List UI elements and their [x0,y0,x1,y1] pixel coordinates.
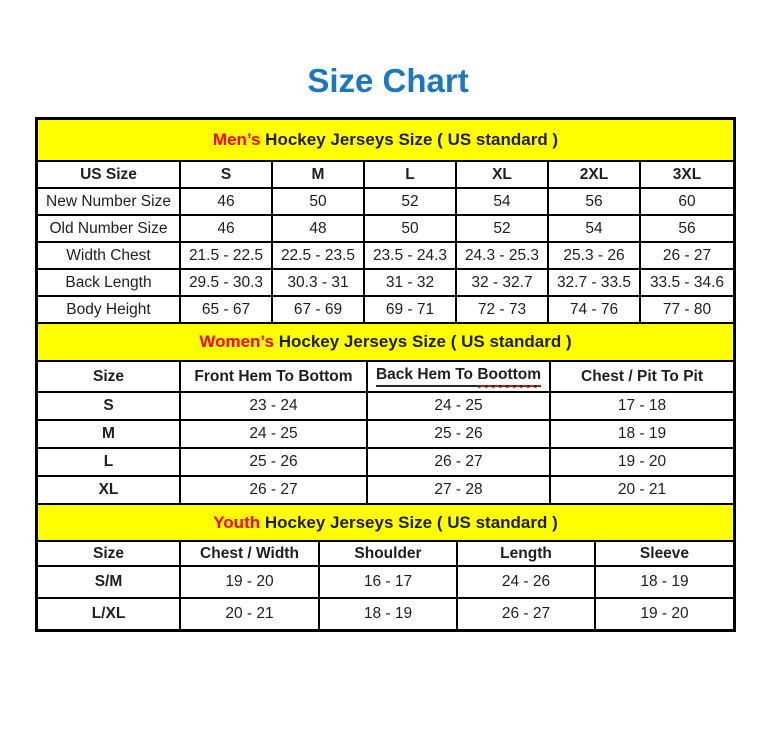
youth-band-accent: Youth [213,512,261,532]
cell-value: 60 [641,187,733,214]
column-header: L [365,160,457,187]
womens-table-grid [38,360,733,503]
row-label: L [38,447,181,475]
cell-value: 27 - 28 [368,475,551,503]
cell-value: 52 [365,187,457,214]
cell-value: 52 [457,214,549,241]
cell-value: 18 - 19 [596,565,733,597]
row-label: New Number Size [38,187,181,214]
youth-section [38,503,733,629]
cell-value: 25 - 26 [368,419,551,447]
column-header: Front Hem To Bottom [181,360,368,391]
row-label: M [38,419,181,447]
column-header: US Size [38,160,181,187]
row-label: S/M [38,565,181,597]
cell-value: 21.5 - 22.5 [181,241,273,268]
cell-value: 32.7 - 33.5 [549,268,641,295]
column-header: XL [457,160,549,187]
cell-value: 23.5 - 24.3 [365,241,457,268]
cell-value: 30.3 - 31 [273,268,365,295]
mens-table-grid [38,160,733,322]
cell-value: 18 - 19 [320,597,458,629]
cell-value: 50 [365,214,457,241]
row-label: Width Chest [38,241,181,268]
column-header: S [181,160,273,187]
womens-section [38,322,733,503]
youth-band-text: Hockey Jerseys Size ( US standard ) [260,512,558,532]
cell-value: 74 - 76 [549,295,641,322]
column-header: Length [458,540,596,565]
cell-value: 17 - 18 [551,391,733,419]
cell-value: 31 - 32 [365,268,457,295]
page-title: Size Chart [307,62,469,99]
cell-value: 24 - 26 [458,565,596,597]
column-header: 2XL [549,160,641,187]
mens-band-text: Hockey Jerseys Size ( US standard ) [260,130,559,149]
cell-value: 22.5 - 23.5 [273,241,365,268]
cell-value: 29.5 - 30.3 [181,268,273,295]
column-header: Size [38,540,181,565]
cell-value: 77 - 80 [641,295,733,322]
row-label: Body Height [38,295,181,322]
size-chart-table [35,117,736,632]
cell-value: 24.3 - 25.3 [457,241,549,268]
cell-value: 18 - 19 [551,419,733,447]
cell-value: 23 - 24 [181,391,368,419]
cell-value: 54 [549,214,641,241]
cell-value: 48 [273,214,365,241]
spellcheck-squiggle-word: Boottom [477,366,542,384]
cell-value: 16 - 17 [320,565,458,597]
cell-value: 20 - 21 [181,597,320,629]
cell-value: 56 [549,187,641,214]
cell-value: 19 - 20 [551,447,733,475]
cell-value: 50 [273,187,365,214]
cell-value: 69 - 71 [365,295,457,322]
column-header [368,360,551,391]
underlined-header-text: Back Hem To Boottom [376,366,541,387]
column-header: 3XL [641,160,733,187]
cell-value: 25 - 26 [181,447,368,475]
cell-value: 46 [181,187,273,214]
womens-section-band [38,322,733,360]
cell-value: 56 [641,214,733,241]
cell-value: 24 - 25 [368,391,551,419]
row-label: Back Length [38,268,181,295]
cell-value: 26 - 27 [368,447,551,475]
mens-band-accent: Men’s [212,130,261,149]
womens-band-text: Hockey Jerseys Size ( US standard ) [273,332,572,351]
womens-band-accent: Women’s [199,332,274,351]
column-header: Shoulder [320,540,458,565]
cell-value: 25.3 - 26 [549,241,641,268]
column-header: Sleeve [596,540,733,565]
cell-value: 67 - 69 [273,295,365,322]
row-label: XL [38,475,181,503]
mens-section-band [38,120,733,160]
column-header: Chest / Pit To Pit [551,360,733,391]
cell-value: 26 - 27 [181,475,368,503]
cell-value: 26 - 27 [458,597,596,629]
cell-value: 46 [181,214,273,241]
cell-value: 19 - 20 [596,597,733,629]
column-header: Chest / Width [181,540,320,565]
column-header: M [273,160,365,187]
youth-section-band [38,503,733,540]
mens-section [38,120,733,322]
row-label: S [38,391,181,419]
cell-value: 19 - 20 [181,565,320,597]
cell-value: 26 - 27 [641,241,733,268]
column-header: Size [38,360,181,391]
cell-value: 54 [457,187,549,214]
cell-value: 33.5 - 34.6 [641,268,733,295]
cell-value: 72 - 73 [457,295,549,322]
cell-value: 32 - 32.7 [457,268,549,295]
youth-table-grid [38,540,733,629]
cell-value: 24 - 25 [181,419,368,447]
row-label: Old Number Size [38,214,181,241]
cell-value: 65 - 67 [181,295,273,322]
cell-value: 20 - 21 [551,475,733,503]
row-label: L/XL [38,597,181,629]
